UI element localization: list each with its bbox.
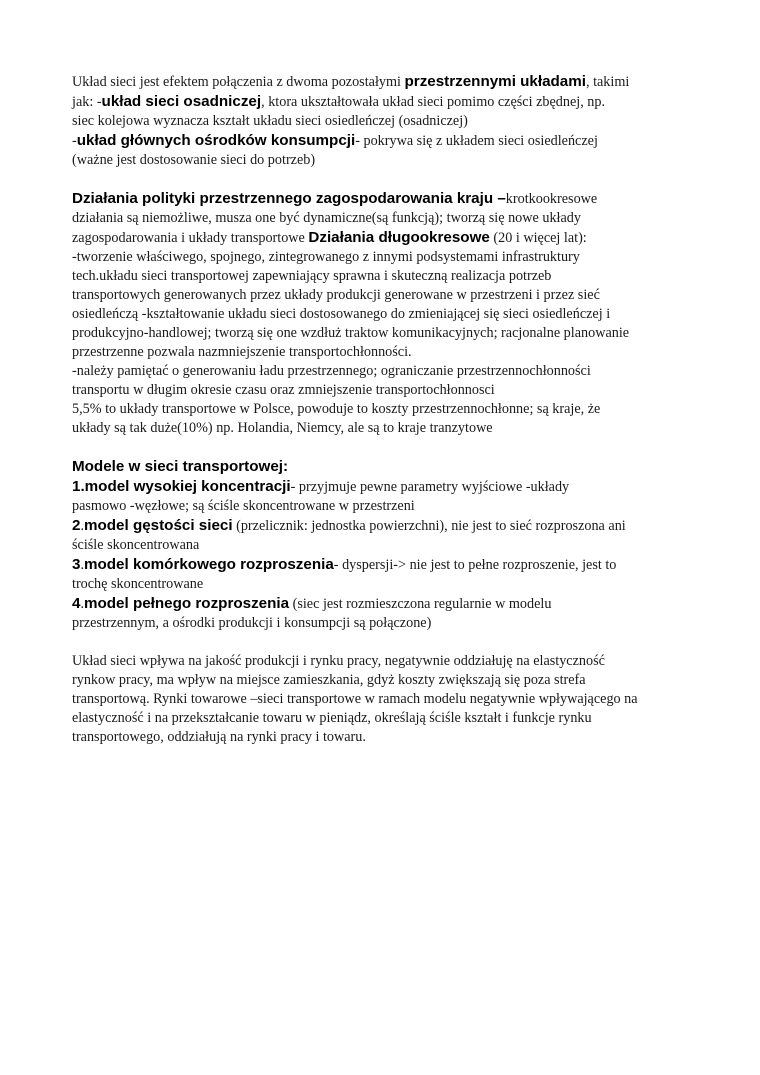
model-item-2: 2.model gęstości sieci (przelicznik: jednostka powierzchni), nie jest to sieć rozproszona ani bbox=[72, 517, 626, 534]
text-line: przestrzenne pozwala nazmniejszenie transportochłonności. bbox=[72, 344, 412, 360]
text-line: siec kolejowa wyznacza kształt układu sieci osiedleńczej (osadniczej) bbox=[72, 113, 468, 129]
model-item-4: 4.model pełnego rozproszenia (siec jest rozmieszczona regularnie w modelu bbox=[72, 595, 552, 612]
spacer bbox=[72, 438, 692, 457]
text-line: transportowych generowanych przez układy produkcji generowane w przestrzeni i przez sieć bbox=[72, 287, 600, 303]
text-line: działania są niemożliwe, musza one być dynamiczne(są funkcją); tworzą się nowe układy bbox=[72, 210, 581, 226]
model-item-1: 1.model wysokiej koncentracji- przyjmuje pewne parametry wyjściowe -układy bbox=[72, 478, 570, 495]
text-line: przestrzennym, a ośrodki produkcji i konsumpcji są połączone) bbox=[72, 615, 432, 631]
text-line: 5,5% to układy transportowe w Polsce, powoduje to koszty przestrzennochłonne; są kraje, że bbox=[72, 401, 601, 417]
text-line: Działania polityki przestrzennego zagospodarowania kraju –krotkookresowe bbox=[72, 190, 598, 207]
policy-paragraph bbox=[72, 189, 692, 438]
closing-paragraph bbox=[72, 652, 692, 747]
text-line: -należy pamiętać o generowaniu ładu przestrzennego; ograniczanie przestrzennochłonności bbox=[72, 363, 591, 379]
text-line: układy są tak duże(10%) np. Holandia, Niemcy, ale są to kraje tranzytowe bbox=[72, 420, 493, 436]
text-line: tech.układu sieci transportowej zapewniający sprawna i skuteczną realizacja potrzeb bbox=[72, 268, 552, 284]
document-page bbox=[72, 72, 692, 747]
text-line: -układ głównych ośrodków konsumpcji- pokrywa się z układem sieci osiedleńczej bbox=[72, 132, 598, 149]
text-line: zagospodarowania i układy transportowe Działania długookresowe (20 i więcej lat): bbox=[72, 229, 587, 246]
text-line: ściśle skoncentrowana bbox=[72, 537, 200, 553]
text-line: rynkow pracy, ma wpływ na miejsce zamieszkania, gdyż koszty zwiększają się poza strefa bbox=[72, 672, 586, 688]
model-item-3: 3.model komórkowego rozproszenia- dyspersji-> nie jest to pełne rozproszenie, jest to bbox=[72, 556, 617, 573]
intro-paragraph bbox=[72, 72, 692, 170]
text-line: -tworzenie właściwego, spojnego, zintegrowanego z innymi podsystemami infrastruktury bbox=[72, 249, 580, 265]
section-heading: Modele w sieci transportowej: bbox=[72, 458, 289, 475]
text-line: Układ sieci jest efektem połączenia z dwoma pozostałymi przestrzennymi układami, takimi bbox=[72, 73, 630, 90]
spacer bbox=[72, 633, 692, 652]
text-line: produkcyjno-handlowej; tworzą się one wzdłuż traktow komunikacyjnych; racjonalne planowanie bbox=[72, 325, 630, 341]
models-section bbox=[72, 457, 692, 633]
text-line: transportowego, oddziałują na rynki pracy i towaru. bbox=[72, 729, 366, 745]
text-line: osiedleńczą -kształtowanie układu sieci dostosowanego do zmieniającej się sieci osiedleńczej i bbox=[72, 306, 611, 322]
text-line: transportową. Rynki towarowe –sieci transportowe w ramach modelu negatywnie wpływającego na bbox=[72, 691, 638, 707]
text-line: (ważne jest dostosowanie sieci do potrzeb) bbox=[72, 152, 316, 168]
text-line: transportu w długim okresie czasu oraz zmniejszenie transportochłonnosci bbox=[72, 382, 495, 398]
text-line: pasmowo -węzłowe; są ściśle skoncentrowane w przestrzeni bbox=[72, 498, 415, 514]
text-line: Układ sieci wpływa na jakość produkcji i rynku pracy, negatywnie oddziałuję na elastyczność bbox=[72, 653, 605, 669]
spacer bbox=[72, 170, 692, 189]
text-line: elastyczność i na przekształcanie towaru w pieniądz, określają ściśle kształt i funkcje rynku bbox=[72, 710, 592, 726]
text-line: trochę skoncentrowane bbox=[72, 576, 204, 592]
text-line: jak: -układ sieci osadniczej, ktora ukształtowała układ sieci pomimo części zbędnej, np. bbox=[72, 93, 606, 110]
